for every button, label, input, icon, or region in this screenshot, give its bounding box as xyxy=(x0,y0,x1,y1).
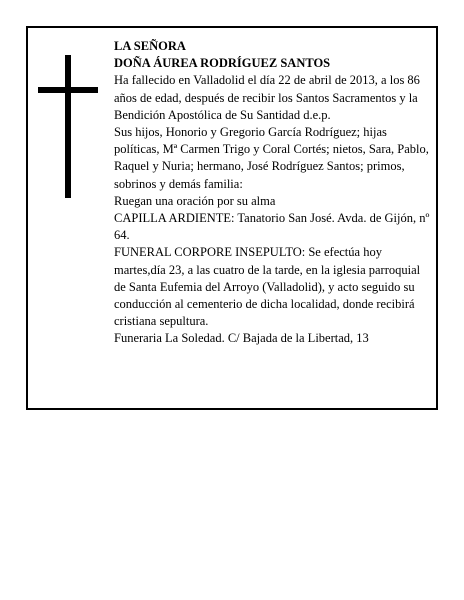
cross-horizontal-bar xyxy=(38,87,98,93)
death-announcement: Ha fallecido en Valladolid el día 22 de abril de 2013, a los 86 años de edad, después de recibir los Santos Sacramentos y la Bendición Apostólica de Su Santidad d.e.p. xyxy=(114,73,420,122)
deceased-name: DOÑA ÁUREA RODRÍGUEZ SANTOS xyxy=(114,56,331,71)
prayer-request: Ruegan una oración por su alma xyxy=(114,193,276,208)
cross-vertical-bar xyxy=(65,55,71,198)
family-members: Sus hijos, Honorio y Gregorio García Rodríguez; hijas políticas, Mª Carmen Trigo y Coral Cortés; nietos, Sara, Pablo, Raquel y Nuria; hermano, José Rodríguez Santos; primos, sobrinos y demás familia: xyxy=(114,125,429,191)
latin-cross-icon xyxy=(38,55,98,198)
chapel-info: CAPILLA ARDIENTE: Tanatorio San José. Avda. de Gijón, nº 64. xyxy=(114,211,430,243)
notice-text xyxy=(114,38,432,348)
funeral-info: FUNERAL CORPORE INSEPULTO: Se efectúa hoy martes,día 23, a las cuatro de la tarde, en la iglesia parroquial de Santa Eufemia del Arroyo (Valladolid), y acto seguido su conducción al cementerio de dicha localidad, donde recibirá cristiana sepultura. xyxy=(114,245,421,329)
funeral-home-info: Funeraria La Soledad. C/ Bajada de la Libertad, 13 xyxy=(114,331,369,346)
obituary-notice xyxy=(26,26,438,410)
notice-title: LA SEÑORA xyxy=(114,39,186,53)
